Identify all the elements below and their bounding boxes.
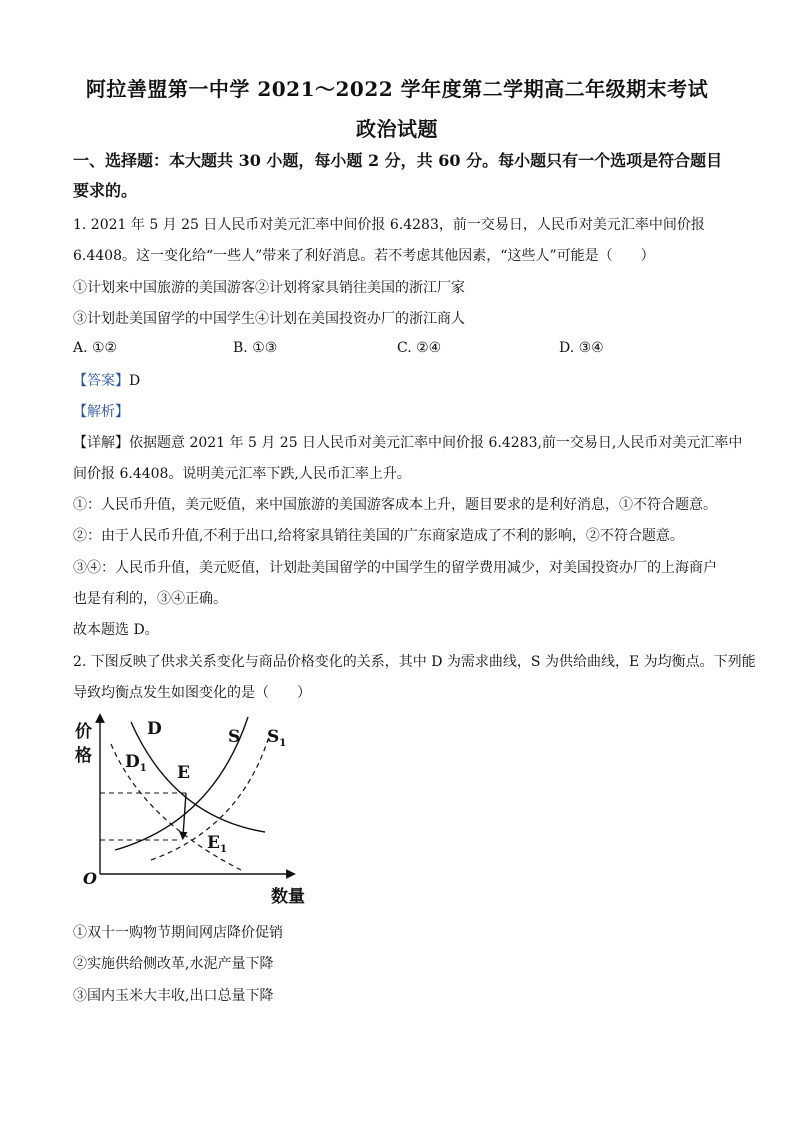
label-s1: $S_1$: [267, 727, 287, 749]
q1-detail-line2: 间价报 6.4408。说明美元汇率下跌,人民币汇率上升。: [73, 466, 411, 482]
q1-detail-line1: [73, 432, 742, 452]
q1-option-d: D. ③④: [559, 340, 604, 356]
label-e: E: [177, 763, 190, 783]
label-d: D: [147, 719, 162, 739]
label-s: S: [228, 727, 241, 747]
q1-explanation-2: ②：由于人民币升值,不利于出口,给将家具销往美国的广东商家造成了不利的影响，②不符合题意。: [73, 528, 684, 544]
y-axis-label-top: 价: [75, 722, 92, 742]
q2-stem-line2: 导致均衡点发生如图变化的是（ ）: [73, 685, 311, 701]
q2-stem-line1: 2. 下图反映了供求关系变化与商品价格变化的关系，其中 D 为需求曲线，S 为供给曲线，E 为均衡点。下列能: [73, 654, 756, 670]
label-e1: $E_1$: [207, 833, 227, 855]
answer-value: D: [129, 373, 141, 389]
section-heading: 一、选择题：本大题共 30 小题，每小题 2 分，共 60 分。每小题只有一个选项是符合题目要求的。: [73, 151, 723, 200]
q2-item-1: ①双十一购物节期间网店降价促销: [73, 925, 283, 941]
q1-items-line1: ①计划来中国旅游的美国游客②计划将家具销往美国的浙江厂家: [73, 280, 465, 296]
q1-explanation-3a: ③④：人民币升值，美元贬值，计划赴美国留学的中国学生的留学费用减少，对美国投资办厂的上海商户: [73, 560, 717, 576]
y-axis-label-bottom: 格: [75, 746, 92, 766]
q2-item-3: ③国内玉米大丰收,出口总量下降: [73, 988, 274, 1004]
origin-label: O: [83, 869, 97, 888]
exam-subject-title: 政治试题: [356, 117, 438, 141]
q1-option-a: A. ①②: [73, 340, 118, 356]
q1-option-b: B. ①③: [233, 340, 278, 356]
label-d1: $D_1$: [125, 752, 147, 774]
x-axis-label: 数量: [271, 887, 305, 907]
q1-conclusion: 故本题选 D。: [73, 622, 159, 638]
q1-items-line2: ③计划赴美国留学的中国学生④计划在美国投资办厂的浙江商人: [73, 311, 465, 327]
exam-title: 阿拉善盟第一中学 2021～2022 学年度第二学期高二年级期末考试: [85, 77, 709, 101]
q1-explanation-1: ①：人民币升值，美元贬值，来中国旅游的美国游客成本上升，题目要求的是利好消息，①不符合题意。: [73, 497, 717, 513]
analysis-tag: 【解析】: [73, 404, 129, 420]
supply-demand-svg: [73, 712, 313, 912]
q1-answer: [73, 370, 140, 390]
detail-tag: 【详解】: [73, 435, 129, 451]
q1-analysis-tag: [73, 401, 129, 421]
answer-tag: 【答案】: [73, 373, 129, 389]
q1-stem-line1: 1. 2021 年 5 月 25 日人民币对美元汇率中间价报 6.4283，前一交易日，人民币对美元汇率中间价报: [73, 217, 705, 233]
q1-explanation-3b: 也是有利的，③④正确。: [73, 591, 227, 607]
detail-text-1: 依据题意 2021 年 5 月 25 日人民币对美元汇率中间价报 6.4283,前一交易日,人民币对美元汇率中: [129, 435, 743, 451]
q1-option-c: C. ②④: [397, 340, 442, 356]
q2-item-2: ②实施供给侧改革,水泥产量下降: [73, 956, 274, 972]
supply-demand-graph: [73, 712, 313, 912]
q1-stem-line2: 6.4408。这一变化给“一些人”带来了利好消息。若不考虑其他因素，“这些人”可能是（ ）: [73, 248, 655, 264]
